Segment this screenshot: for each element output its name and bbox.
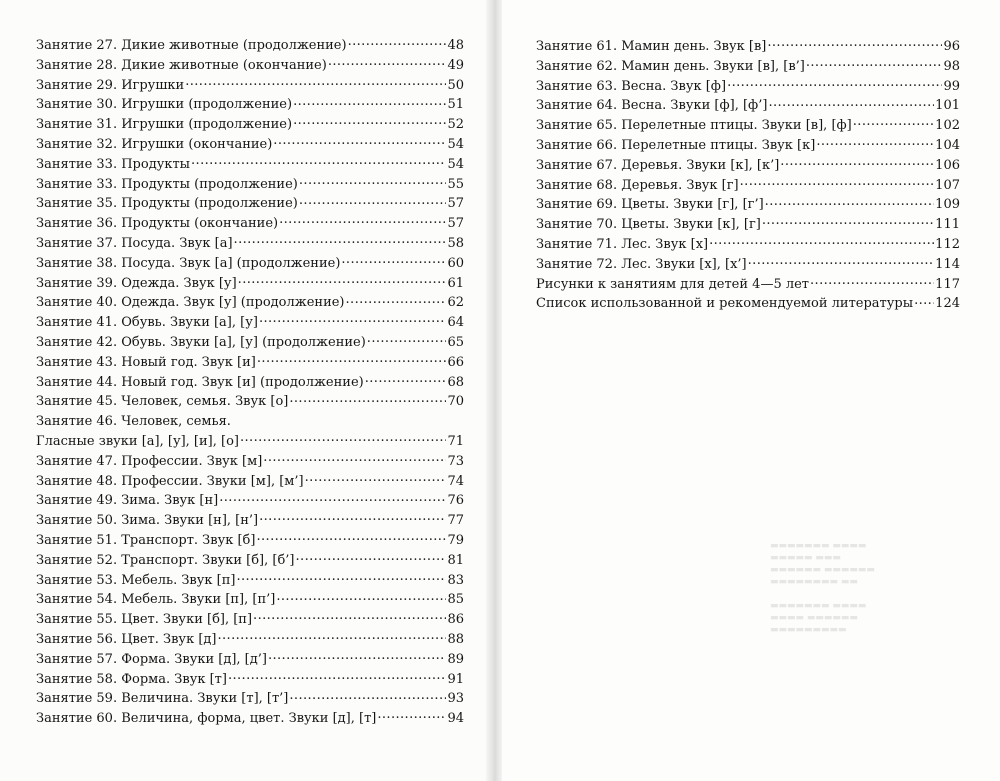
toc-entry-title: Занятие 72. Лес. Звуки [х], [х’] (536, 256, 747, 272)
toc-dot-leader (914, 295, 934, 307)
toc-page-number: 66 (447, 354, 464, 370)
toc-entry-title: Занятие 58. Форма. Звук [т] (36, 671, 227, 687)
toc-entry[interactable] (36, 56, 464, 76)
toc-dot-leader (253, 611, 446, 623)
toc-dot-leader (767, 38, 942, 50)
toc-dot-leader (305, 473, 447, 485)
toc-entry[interactable] (536, 294, 960, 314)
toc-page-number: 70 (447, 394, 464, 410)
toc-entry[interactable] (36, 175, 464, 195)
toc-page-number: 107 (935, 177, 960, 193)
toc-page-number: 65 (447, 334, 464, 350)
toc-entry[interactable] (36, 293, 464, 313)
toc-page-number: 124 (935, 296, 960, 312)
toc-entry[interactable] (536, 156, 960, 176)
toc-dot-leader (806, 58, 943, 70)
toc-entry[interactable] (36, 214, 464, 234)
toc-entry[interactable] (36, 95, 464, 115)
toc-page-number: 109 (935, 197, 960, 213)
toc-entry[interactable] (36, 115, 464, 135)
toc-page-number: 106 (935, 157, 960, 173)
toc-entry-title: Занятие 29. Игрушки (36, 77, 185, 93)
toc-dot-leader (217, 631, 446, 643)
toc-page-number: 81 (447, 552, 464, 568)
toc-entry[interactable] (536, 77, 960, 97)
toc-dot-leader (296, 552, 447, 564)
toc-entry-title: Занятие 33. Продукты (продолжение) (36, 176, 298, 192)
toc-entry[interactable] (536, 195, 960, 215)
toc-page-number: 57 (447, 196, 464, 212)
toc-page-number: 111 (935, 217, 960, 233)
toc-entry-title: Занятие 38. Посуда. Звук [а] (продолжение) (36, 255, 341, 271)
toc-entry[interactable] (36, 36, 464, 56)
toc-entry[interactable] (36, 590, 464, 610)
toc-dot-leader (289, 393, 446, 405)
toc-page-number: 61 (447, 275, 464, 291)
toc-dot-leader (279, 215, 446, 227)
toc-page-number: 52 (447, 117, 464, 133)
toc-entry[interactable] (36, 432, 464, 452)
toc-page-number: 86 (447, 612, 464, 628)
toc-entry-title: Занятие 56. Цвет. Звук [д] (36, 631, 217, 647)
toc-entry[interactable] (536, 37, 960, 57)
toc-entry-title: Занятие 71. Лес. Звук [х] (536, 236, 709, 252)
toc-entry-title: Занятие 52. Транспорт. Звуки [б], [б’] (36, 552, 295, 568)
toc-entry[interactable] (36, 392, 464, 412)
toc-page-number: 71 (447, 433, 464, 449)
toc-entry[interactable] (36, 491, 464, 511)
toc-entry[interactable] (36, 709, 464, 729)
toc-dot-leader (709, 236, 934, 248)
toc-dot-leader (299, 195, 447, 207)
toc-page-number: 62 (447, 295, 464, 311)
toc-entry-title: Занятие 48. Профессии. Звуки [м], [м’] (36, 473, 304, 489)
toc-page-number: 93 (447, 691, 464, 707)
toc-entry-title: Занятие 39. Одежда. Звук [у] (36, 275, 237, 291)
toc-entry[interactable] (36, 630, 464, 650)
toc-entry-title: Занятие 33. Продукты (36, 156, 191, 172)
toc-entry-title: Занятие 49. Зима. Звук [н] (36, 493, 219, 509)
toc-dot-leader (816, 137, 934, 149)
toc-entry-title: Занятие 67. Деревья. Звуки [к], [к’] (536, 157, 780, 173)
toc-page-number: 50 (447, 77, 464, 93)
toc-page-number: 68 (447, 374, 464, 390)
toc-page-number: 48 (447, 38, 464, 53)
toc-entry[interactable] (36, 689, 464, 709)
toc-page-number: 55 (447, 176, 464, 192)
toc-entry-title: Рисунки к занятиям для детей 4—5 лет (536, 276, 809, 292)
toc-entry-first-line: Занятие 46. Человек, семья. (36, 414, 231, 430)
toc-entry[interactable] (36, 353, 464, 373)
toc-entry-title: Занятие 41. Обувь. Звуки [а], [у] (36, 315, 258, 331)
toc-entry-title: Занятие 68. Деревья. Звук [г] (536, 177, 739, 193)
toc-entry-title: Занятие 43. Новый год. Звук [и] (36, 354, 256, 370)
toc-dot-leader (810, 276, 934, 288)
toc-dot-leader (219, 492, 446, 504)
toc-dot-leader (234, 235, 447, 247)
toc-dot-leader (765, 196, 935, 208)
toc-dot-leader (185, 77, 446, 89)
toc-page-number: 89 (447, 651, 464, 667)
toc-page-number: 94 (447, 711, 464, 727)
toc-page-number: 77 (447, 513, 464, 529)
toc-dot-leader (293, 116, 446, 128)
toc-entry-title: Занятие 40. Одежда. Звук [у] (продолжение) (36, 295, 345, 311)
toc-page-number: 57 (447, 216, 464, 232)
toc-entry-title: Занятие 47. Профессии. Звук [м] (36, 453, 263, 469)
toc-dot-leader (727, 78, 942, 90)
toc-dot-leader (273, 136, 446, 148)
toc-page-number: 79 (447, 532, 464, 548)
toc-entry-title: Занятие 27. Дикие животные (продолжение) (36, 38, 347, 53)
toc-entry-title: Занятие 59. Величина. Звуки [т], [т’] (36, 691, 289, 707)
toc-page-number: 83 (447, 572, 464, 588)
toc-dot-leader (367, 334, 447, 346)
toc-entry[interactable] (536, 57, 960, 77)
toc-page-number: 104 (935, 137, 960, 153)
toc-page-number: 64 (447, 315, 464, 331)
toc-page-number: 117 (935, 276, 960, 292)
toc-entry[interactable] (536, 116, 960, 136)
toc-entry-title: Занятие 42. Обувь. Звуки [а], [у] (продолжение) (36, 334, 366, 350)
toc-dot-leader (289, 690, 446, 702)
toc-entry-title: Занятие 30. Игрушки (продолжение) (36, 97, 293, 113)
toc-entry-title: Занятие 50. Зима. Звуки [н], [н’] (36, 513, 259, 529)
toc-entry-title: Занятие 45. Человек, семья. Звук [о] (36, 394, 289, 410)
toc-dot-leader (348, 37, 447, 49)
toc-entry[interactable] (536, 255, 960, 275)
toc-entry[interactable] (36, 511, 464, 531)
toc-entry[interactable] (36, 472, 464, 492)
toc-entry[interactable] (36, 373, 464, 393)
toc-entry-title: Гласные звуки [а], [у], [и], [о] (36, 433, 239, 449)
toc-page-number: 54 (447, 136, 464, 152)
toc-entry[interactable] (36, 135, 464, 155)
toc-page-number: 114 (935, 256, 960, 272)
toc-dot-leader (228, 671, 447, 683)
toc-entry[interactable] (36, 571, 464, 591)
toc-entry-title: Занятие 31. Игрушки (продолжение) (36, 117, 293, 133)
toc-right-column (536, 37, 960, 314)
toc-entry[interactable] (36, 234, 464, 254)
toc-dot-leader (238, 275, 447, 287)
toc-page-number: 76 (447, 493, 464, 509)
toc-page-number: 91 (447, 671, 464, 687)
toc-page-number: 99 (943, 78, 960, 94)
toc-dot-leader (377, 710, 446, 722)
toc-entry[interactable] (536, 215, 960, 235)
toc-page-number: 102 (935, 118, 960, 134)
toc-page-number: 60 (447, 255, 464, 271)
toc-dot-leader (268, 651, 447, 663)
toc-entry-title: Занятие 70. Цветы. Звуки [к], [г] (536, 217, 761, 233)
toc-entry-title: Занятие 36. Продукты (окончание) (36, 216, 279, 232)
toc-page-number: 85 (447, 592, 464, 608)
toc-entry-title: Занятие 35. Продукты (продолжение) (36, 196, 298, 212)
toc-entry[interactable] (536, 136, 960, 156)
toc-dot-leader (346, 294, 447, 306)
toc-dot-leader (257, 354, 447, 366)
toc-entry[interactable] (36, 670, 464, 690)
toc-dot-leader (768, 97, 934, 109)
toc-entry[interactable] (536, 275, 960, 295)
toc-dot-leader (740, 177, 935, 189)
toc-entry-title: Занятие 54. Мебель. Звуки [п], [п’] (36, 592, 276, 608)
toc-entry[interactable] (36, 452, 464, 472)
toc-dot-leader (762, 216, 934, 228)
toc-dot-leader (191, 156, 446, 168)
toc-entry-title: Занятие 63. Весна. Звук [ф] (536, 78, 727, 94)
toc-dot-leader (259, 314, 447, 326)
toc-entry-title: Список использованной и рекомендуемой литературы (536, 296, 914, 312)
toc-entry[interactable] (36, 76, 464, 96)
toc-dot-leader (240, 433, 446, 445)
toc-entry[interactable] (536, 235, 960, 255)
toc-entry[interactable] (36, 155, 464, 175)
toc-dot-leader (748, 256, 935, 268)
toc-entry-title: Занятие 55. Цвет. Звуки [б], [п] (36, 612, 253, 628)
toc-dot-leader (341, 255, 446, 267)
toc-entry[interactable] (36, 313, 464, 333)
toc-entry-title: Занятие 37. Посуда. Звук [а] (36, 235, 233, 251)
toc-page-number: 49 (447, 57, 464, 73)
toc-entry-title: Занятие 44. Новый год. Звук [и] (продолжение) (36, 374, 364, 390)
toc-entry[interactable] (536, 176, 960, 196)
toc-page-number: 88 (447, 631, 464, 647)
toc-dot-leader (236, 572, 446, 584)
toc-page-number: 74 (447, 473, 464, 489)
toc-entry-title: Занятие 60. Величина, форма, цвет. Звуки [д], [т] (36, 711, 377, 727)
toc-entry-title: Занятие 28. Дикие животные (окончание) (36, 57, 327, 73)
toc-page-number: 101 (935, 98, 960, 114)
toc-entry-title: Занятие 57. Форма. Звуки [д], [д’] (36, 651, 267, 667)
toc-page-number: 73 (447, 453, 464, 469)
toc-entry[interactable] (36, 531, 464, 551)
toc-entry-title: Занятие 66. Перелетные птицы. Звук [к] (536, 137, 816, 153)
toc-dot-leader (259, 512, 446, 524)
toc-page-number: 51 (447, 97, 464, 113)
toc-entry-title: Занятие 53. Мебель. Звук [п] (36, 572, 236, 588)
toc-entry-title: Занятие 51. Транспорт. Звук [б] (36, 532, 256, 548)
toc-dot-leader (365, 374, 447, 386)
toc-page-number: 96 (943, 39, 960, 54)
toc-dot-leader (853, 117, 934, 129)
book-gutter (486, 0, 502, 781)
toc-left-column (36, 36, 464, 729)
toc-dot-leader (276, 591, 446, 603)
toc-entry[interactable] (36, 551, 464, 571)
toc-entry[interactable] (36, 194, 464, 214)
toc-dot-leader (293, 96, 446, 108)
toc-page-number: 58 (447, 235, 464, 251)
toc-dot-leader (780, 157, 934, 169)
toc-entry[interactable] (36, 333, 464, 353)
toc-dot-leader (263, 453, 446, 465)
toc-entry[interactable] (36, 650, 464, 670)
toc-entry-title: Занятие 62. Мамин день. Звуки [в], [в’] (536, 58, 805, 74)
toc-entry[interactable] (36, 610, 464, 630)
toc-page-number: 54 (447, 156, 464, 172)
toc-entry-title: Занятие 32. Игрушки (окончание) (36, 136, 273, 152)
toc-dot-leader (328, 57, 447, 69)
toc-entry[interactable] (536, 96, 960, 116)
toc-dot-leader (299, 176, 447, 188)
bleed-through-text: ▬▬▬▬▬▬▬ ▬▬▬▬ ▬▬▬▬▬ ▬▬▬ ▬▬▬▬▬▬ ▬▬▬▬▬▬ ▬▬▬▬▬▬▬▬ ▬▬ ▬▬▬▬▬▬▬ ▬▬▬▬ ▬▬▬▬ ▬▬▬▬▬▬ ▬▬▬▬▬▬▬▬▬ (770, 541, 875, 635)
toc-entry-title: Занятие 65. Перелетные птицы. Звуки [в], [ф] (536, 118, 852, 134)
toc-entry-title: Занятие 61. Мамин день. Звук [в] (536, 39, 767, 54)
toc-entry-title: Занятие 69. Цветы. Звуки [г], [г’] (536, 197, 764, 213)
toc-dot-leader (256, 532, 446, 544)
toc-entry[interactable] (36, 254, 464, 274)
toc-entry-title: Занятие 64. Весна. Звуки [ф], [ф’] (536, 98, 768, 114)
toc-page-number: 112 (935, 236, 960, 252)
toc-page-number: 98 (943, 58, 960, 74)
toc-entry[interactable] (36, 274, 464, 294)
